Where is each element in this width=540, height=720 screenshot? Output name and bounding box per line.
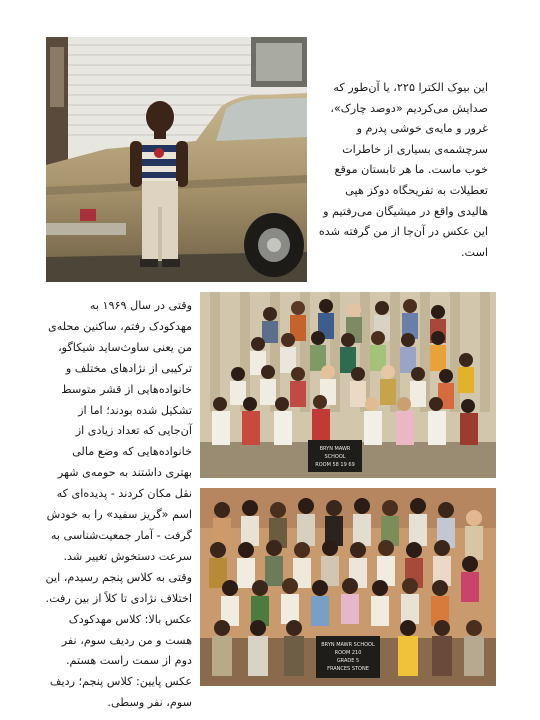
caption-top-text: این بیوک الکترا ۲۲۵، یا آن‌طور که صدایش می‌کردیم «دوصد چارک»، غرور و مایه‌ی خوشی پدرم و سرچشمه‌ی بسیاری از خاطرات خوب ماست. ما هر تابستان موقع تعطیلات به تفریحگاه دوکز هپی هالیدی واقع در میشیگان می‌رفتیم و این عکس در آن‌جا از من گرفته شده است. (318, 81, 488, 259)
caption-main-text: وقتی در سال ۱۹۶۹ به مهدکودک رفتم، ساکنین محله‌ی من یعنی ساوث‌ساید شیکاگو، ترکیبی از نژادهای مختلف و خانواده‌هایی از قشر متوسط تشکیل شده بودند؛ اما از آن‌جایی که تعداد زیادی از خانواده‌هایی که وضع مالی بهتری داشتند به حومه‌ی شهر نقل مکان کردند - پدیده‌ای که اسم «گریز سفید» را به خودش گرفت - آمار جمعیت‌شناسی به سرعت دستخوش تغییر شد. وقتی به کلاس پنجم رسیدم، این اختلاف نژادی تا کلاً از بین رفت. عکس بالا: کلاس مهدکودک هست و من ردیف سوم، نفر دوم از سمت راست هستم. عکس پایین: کلاس پنجم؛ ردیف سوم، نفر وسطی. (45, 299, 192, 710)
photo-caption-car (316, 78, 488, 263)
fifth-grade-board-line-2: ROOM 210 (334, 650, 362, 656)
fifth-grade-board-line-4: FRANCES STONE (327, 666, 369, 672)
kindergarten-board-line-1: BRYN MAWR (319, 446, 351, 452)
photo-caption-classes (44, 296, 192, 714)
kindergarten-class-photo (200, 292, 496, 478)
fifth-grade-board-line-1: BRYN MAWR SCHOOL (321, 642, 375, 648)
fifth-grade-class-photo (200, 488, 496, 686)
kindergarten-board-line-3: ROOM 58 19 69 (315, 462, 355, 468)
kindergarten-board-line-2: SCHOOL (324, 454, 346, 460)
fifth-grade-board-line-3: GRADE 5 (336, 658, 360, 664)
car-photo (46, 37, 307, 282)
